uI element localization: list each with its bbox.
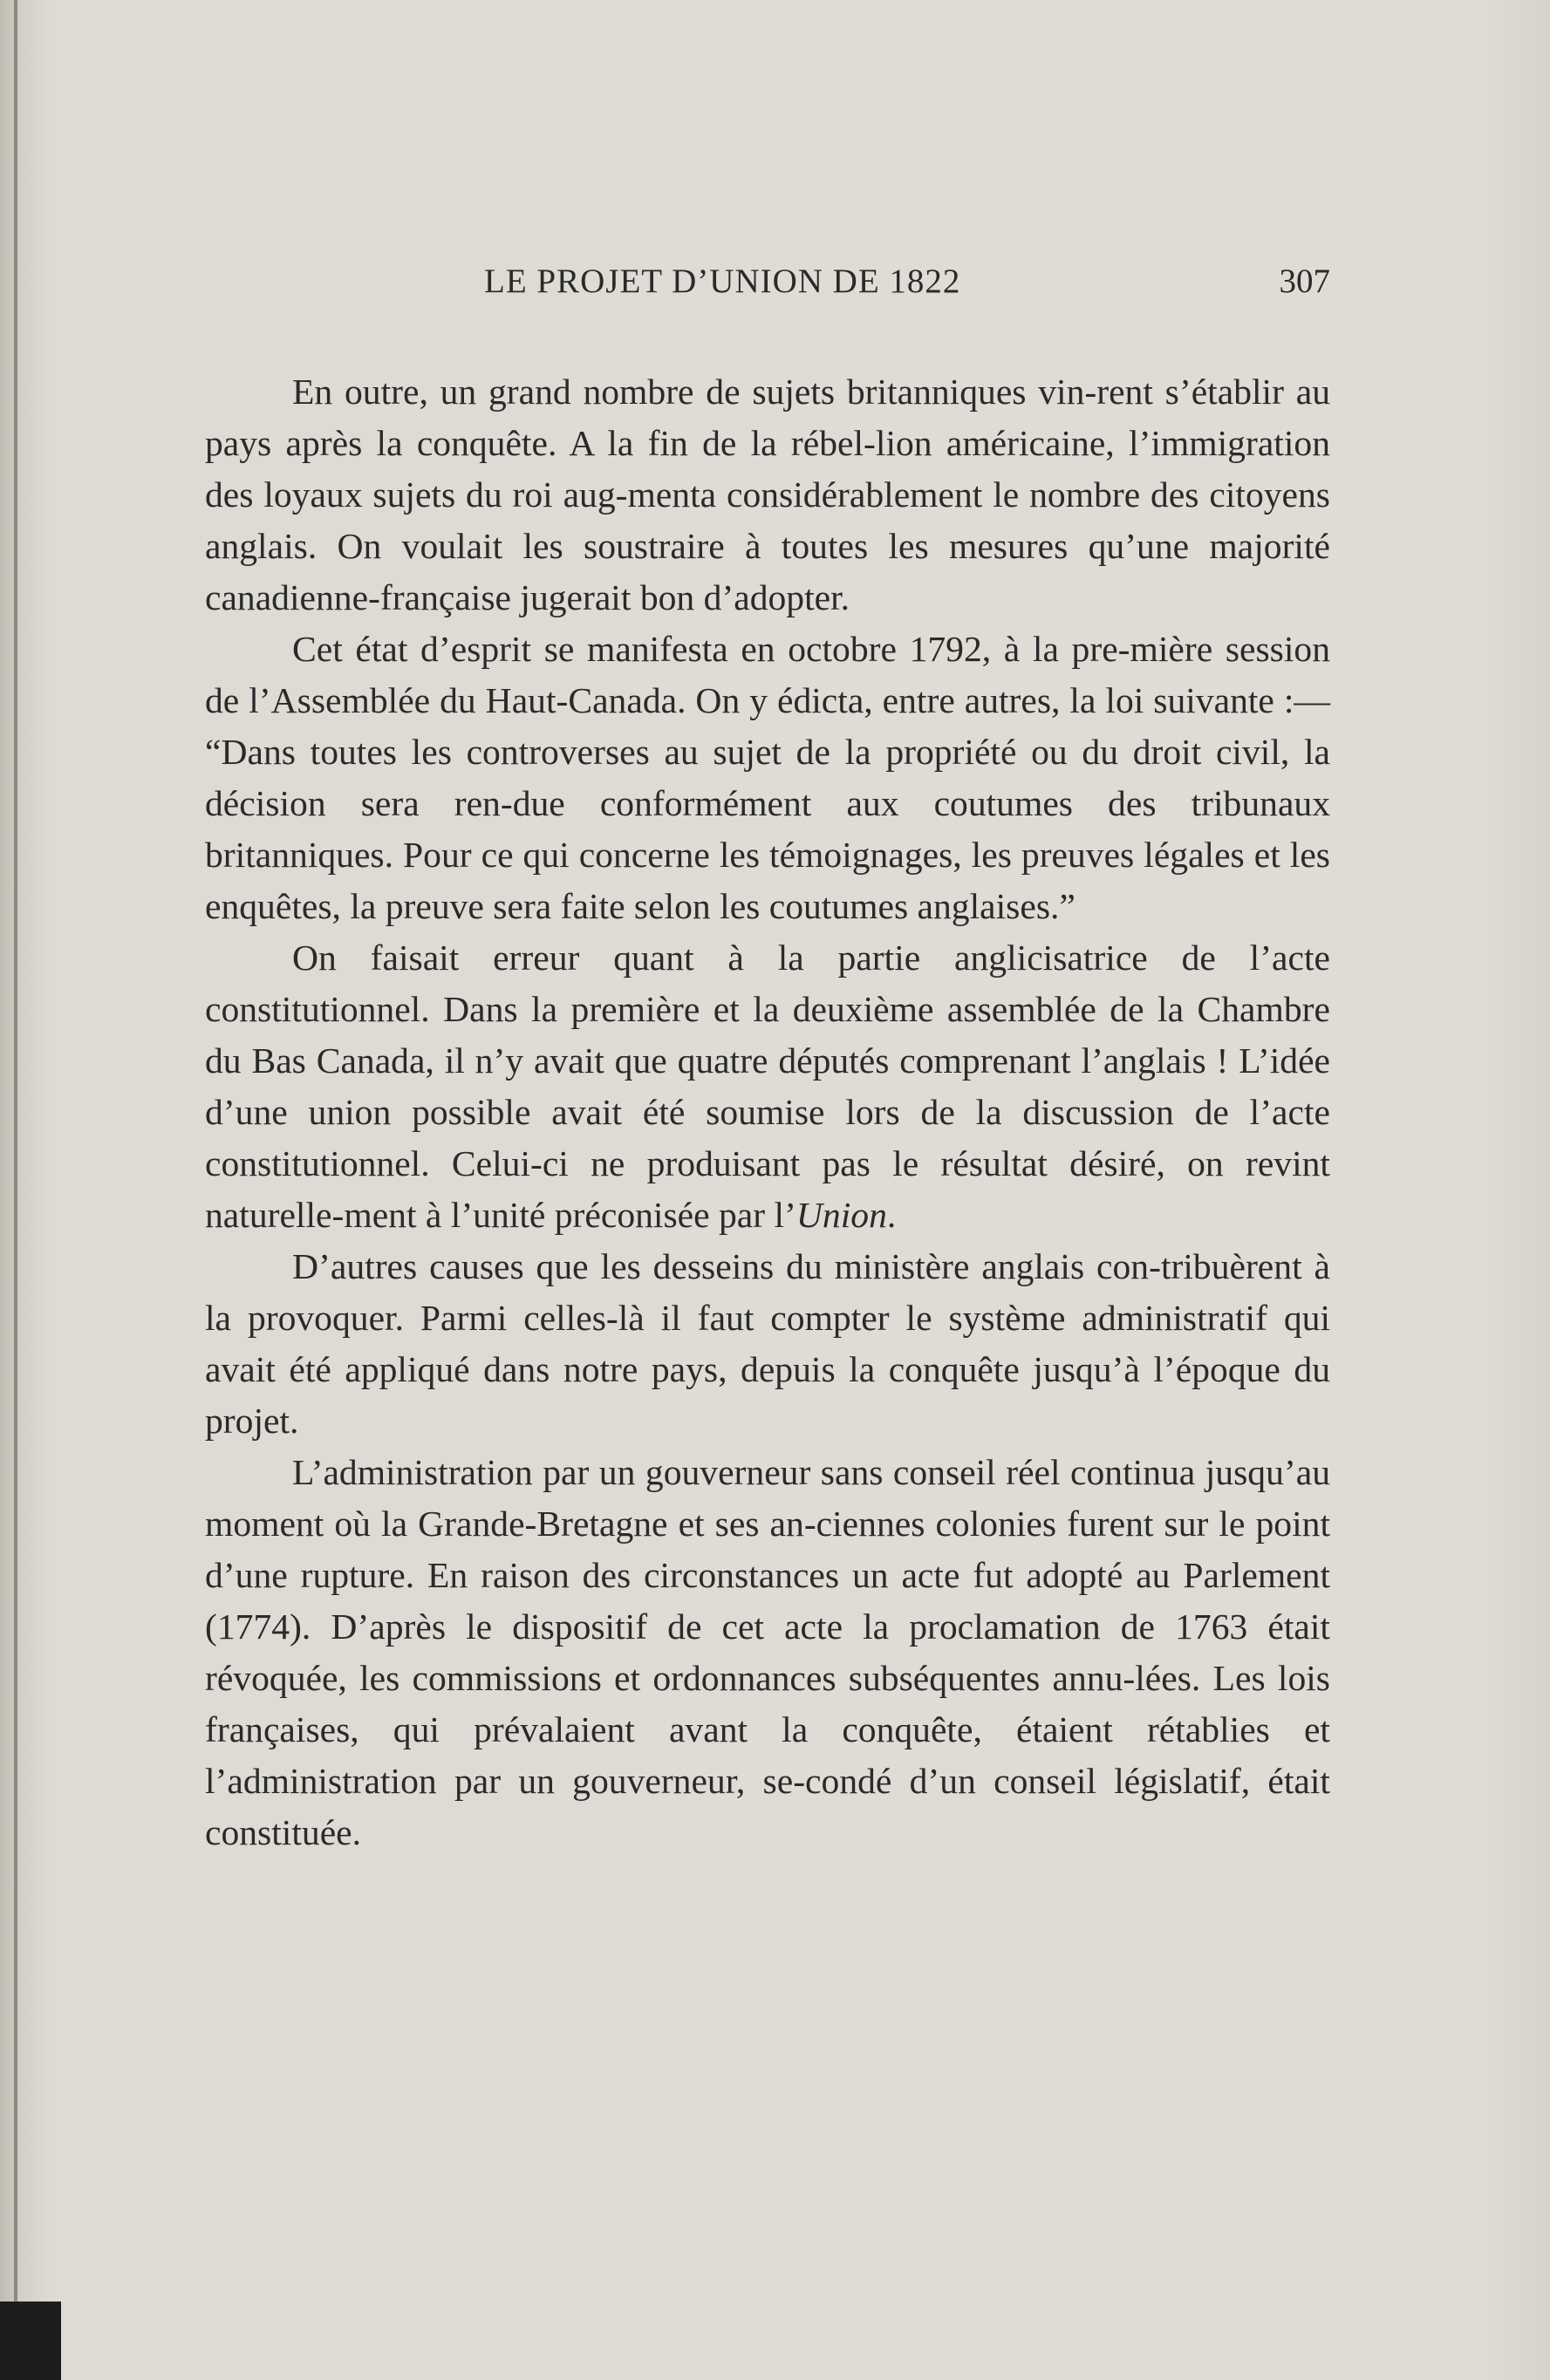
binding-shadow (0, 2302, 61, 2380)
page-number: 307 (1279, 263, 1330, 300)
italic-union: Union (795, 1195, 887, 1235)
paragraph-4: D’autres causes que les desseins du ministère anglais con-tribuèrent à la provoquer. Parmi celles-là il faut compter le système administratif qui avait été appliqué dans notre pays, depuis la conquête jusqu’à l’époque du projet. (205, 1246, 1330, 1441)
paragraph-3: On faisait erreur quant à la partie anglicisatrice de l’acte constitutionnel. Dans la première et la deuxième assemblée de la Chambre du Bas Canada, il n’y avait que quatre députés comprenant l’anglais ! L’idée d’une union possible avait été soumise lors de la discussion de l’acte constitutionnel. Celui-ci ne produisant pas le résultat désiré, on revint naturelle-ment à l’unité préconisée par l’Union. (205, 938, 1330, 1235)
running-title: LE PROJET D’UNION DE 1822 (484, 263, 961, 300)
page-header (205, 262, 1330, 314)
paragraph-2: Cet état d’esprit se manifesta en octobre 1792, à la pre-mière session de l’Assemblée du Haut-Canada. On y édicta, entre autres, la loi suivante :— “Dans toutes les controverses au sujet de la propriété ou du droit civil, la décision sera ren-due conformément aux coutumes des tribunaux britanniques. Pour ce qui concerne les témoignages, les preuves légales et les enquêtes, la preuve sera faite selon les coutumes anglaises.” (205, 629, 1330, 926)
paragraph-1: En outre, un grand nombre de sujets britanniques vin-rent s’établir au pays après la conquête. A la fin de la rébel-lion américaine, l’immigration des loyaux sujets du roi aug-menta considérablement le nombre des citoyens anglais. On voulait les soustraire à toutes les mesures qu’une majorité canadienne-française jugerait bon d’adopter. (205, 372, 1330, 617)
binding-gutter (14, 0, 17, 2380)
body-text (205, 366, 1330, 1858)
paragraph-5: L’administration par un gouverneur sans conseil réel continua jusqu’au moment où la Grande-Bretagne et ses an-ciennes colonies furent sur le point d’une rupture. En raison des circonstances un acte fut adopté au Parlement (1774). D’après le dispositif de cet acte la proclamation de 1763 était révoquée, les commissions et ordonnances subséquentes annu-lées. Les lois françaises, qui prévalaient avant la conquête, étaient rétablies et l’administration par un gouverneur, se-condé d’un conseil législatif, était constituée. (205, 1452, 1330, 1852)
